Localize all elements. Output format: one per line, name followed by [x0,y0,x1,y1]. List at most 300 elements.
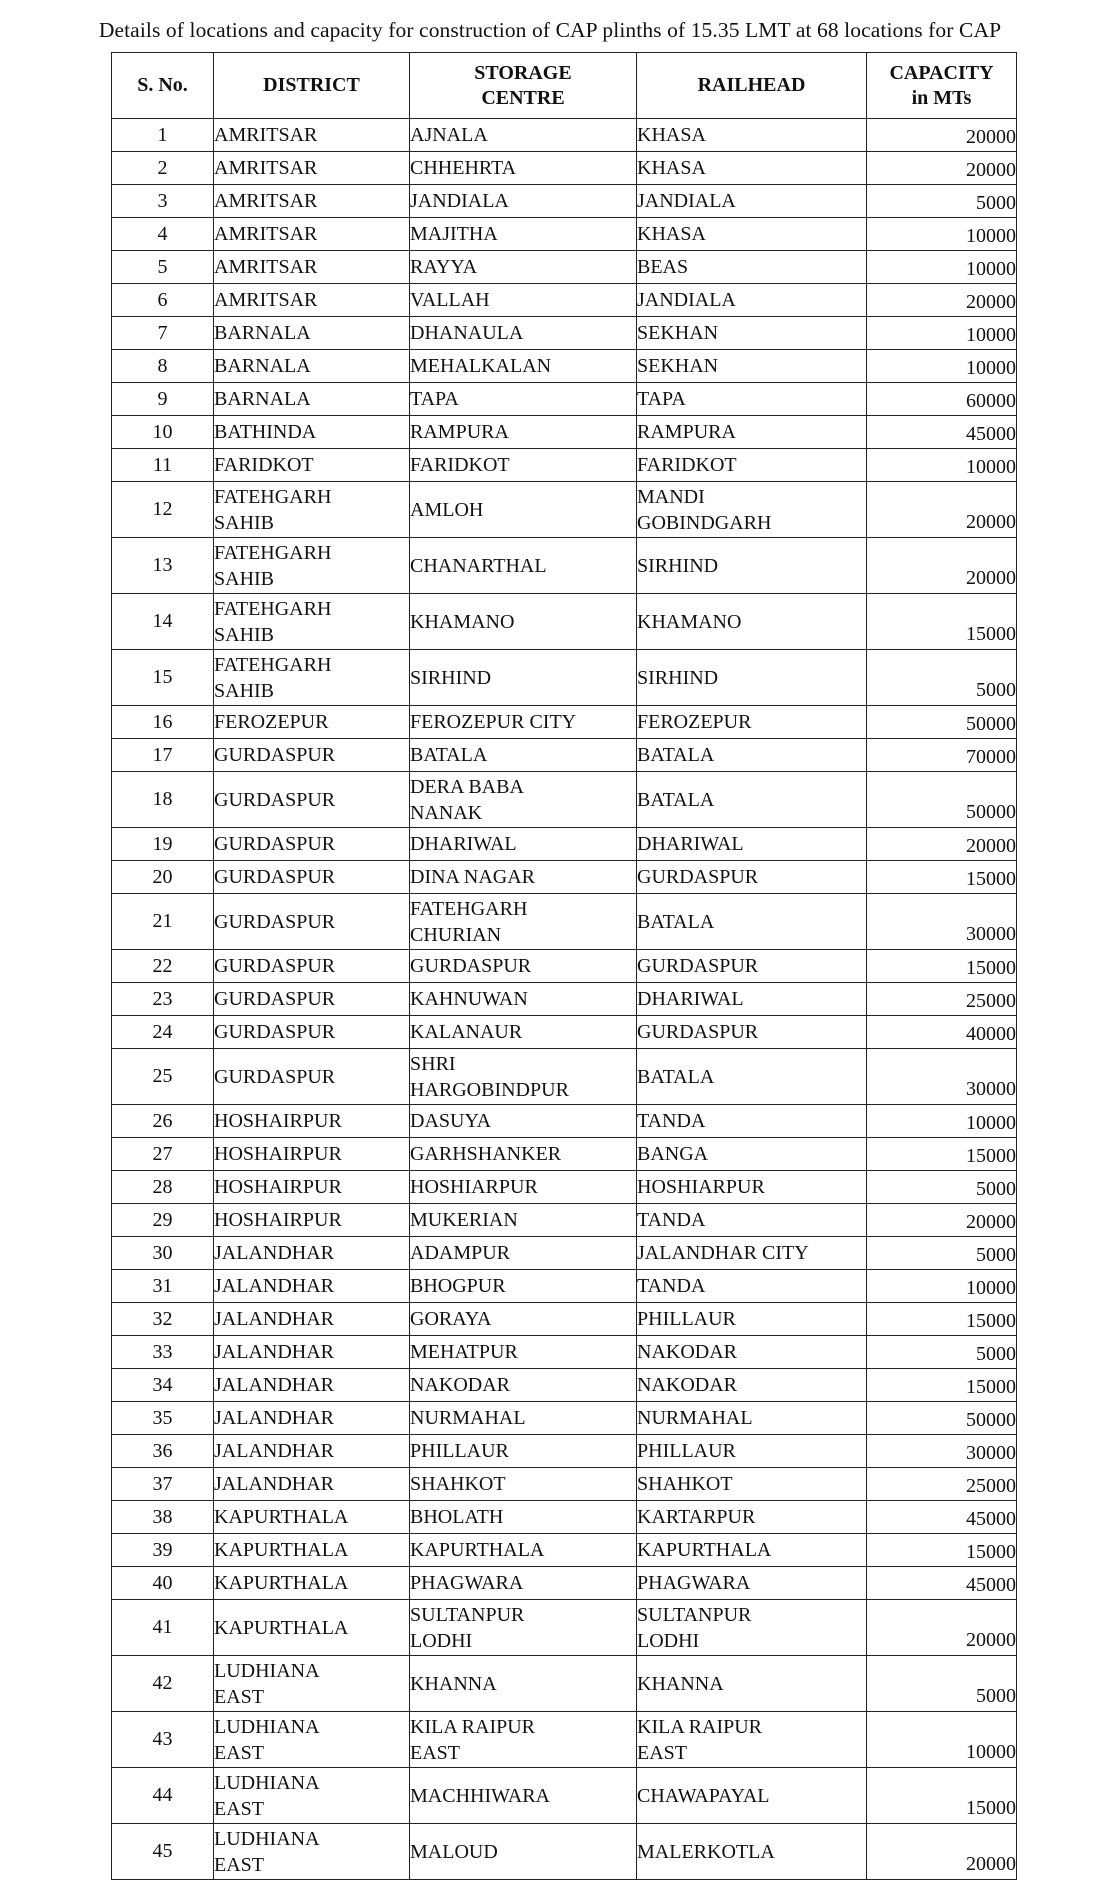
cell-storage-line: MAJITHA [410,222,498,245]
cell-storage [410,119,637,152]
cell-district-line: KAPURTHALA [214,1616,349,1639]
cell-railhead-line: RAMPURA [637,420,736,443]
cell-storage-line: SIRHIND [410,666,492,689]
cell-district-line: FATEHGARH [214,653,332,676]
cell-storage [410,1567,637,1600]
cell-capacity: 15000 [867,1138,1017,1171]
cell-railhead [637,152,867,185]
cell-capacity: 40000 [867,1016,1017,1049]
cell-railhead [637,594,867,650]
table-row [112,1204,1017,1237]
cell-storage [410,861,637,894]
table-row [112,416,1017,449]
cell-railhead [637,284,867,317]
cell-sno: 37 [112,1468,214,1501]
cell-district [214,1402,410,1435]
cell-district [214,1237,410,1270]
cell-capacity: 15000 [867,950,1017,983]
cell-district [214,1138,410,1171]
cell-storage-line: HOSHIARPUR [410,1175,538,1198]
cell-district-line: FEROZEPUR [214,710,329,733]
page-title: Details of locations and capacity for construction of CAP plinths of 15.35 LMT at 68 locations for CAP [98,18,1002,42]
table-row [112,1105,1017,1138]
table-row [112,1049,1017,1105]
cell-capacity: 20000 [867,1824,1017,1880]
cell-storage [410,594,637,650]
cell-storage-line: MEHALKALAN [410,354,552,377]
header-sno: S. No. [112,53,214,119]
header-capacity [867,53,1017,119]
cell-capacity: 20000 [867,1600,1017,1656]
cell-storage-line: GARHSHANKER [410,1142,562,1165]
cell-district-line: JALANDHAR [214,1439,334,1462]
cell-district-line: GURDASPUR [214,954,336,977]
table-row [112,1435,1017,1468]
cell-district [214,1824,410,1880]
table-row [112,1468,1017,1501]
cell-sno: 41 [112,1600,214,1656]
cell-district [214,739,410,772]
cell-sno: 45 [112,1824,214,1880]
cell-railhead-line: KHASA [637,156,706,179]
cell-sno: 12 [112,482,214,538]
cell-district-line: FATEHGARH [214,597,332,620]
cell-storage [410,894,637,950]
cell-district [214,594,410,650]
cell-capacity: 20000 [867,284,1017,317]
cell-district [214,449,410,482]
cell-railhead-line: SEKHAN [637,354,719,377]
cell-district-line: JALANDHAR [214,1274,334,1297]
cell-sno: 36 [112,1435,214,1468]
cell-storage-line: SHRI [410,1052,456,1075]
cell-district-line: GURDASPUR [214,987,336,1010]
cell-capacity: 15000 [867,1534,1017,1567]
cell-storage [410,317,637,350]
cell-sno: 34 [112,1369,214,1402]
header-capacity-line1: CAPACITY [889,61,994,84]
table-row [112,1270,1017,1303]
cell-railhead-line: SIRHIND [637,666,719,689]
header-capacity-line2: in MTs [911,86,972,109]
cell-capacity: 5000 [867,185,1017,218]
cell-railhead-line: KHASA [637,222,706,245]
cell-sno: 18 [112,772,214,828]
cell-storage-line: KHANNA [410,1672,497,1695]
cell-sno: 25 [112,1049,214,1105]
cell-railhead-line: NAKODAR [637,1340,737,1363]
cell-district [214,1468,410,1501]
cell-storage-line: KAPURTHALA [410,1538,545,1561]
cell-district-line: LUDHIANA [214,1715,320,1738]
cell-storage [410,1468,637,1501]
cell-storage [410,650,637,706]
cell-storage-line: BATALA [410,743,488,766]
cell-railhead [637,983,867,1016]
cell-railhead [637,1435,867,1468]
cell-district [214,218,410,251]
cell-storage [410,152,637,185]
cell-sno: 5 [112,251,214,284]
table-row [112,772,1017,828]
cell-railhead-line: FARIDKOT [637,453,737,476]
cell-storage-line: FEROZEPUR CITY [410,710,577,733]
cell-district [214,772,410,828]
cell-storage-line: CHHEHRTA [410,156,517,179]
cell-district-line: AMRITSAR [214,156,318,179]
cell-district-line: JALANDHAR [214,1307,334,1330]
cell-storage [410,1768,637,1824]
cell-district-line: SAHIB [214,679,275,702]
table-row [112,1303,1017,1336]
cell-district-line: GURDASPUR [214,788,336,811]
table-row [112,983,1017,1016]
table-row [112,482,1017,538]
cell-district-line: KAPURTHALA [214,1571,349,1594]
cell-railhead [637,218,867,251]
cell-district [214,1534,410,1567]
cell-capacity: 5000 [867,1171,1017,1204]
cell-capacity: 50000 [867,706,1017,739]
cell-railhead-line: TAPA [637,387,686,410]
cell-sno: 22 [112,950,214,983]
cell-capacity: 15000 [867,861,1017,894]
cell-sno: 44 [112,1768,214,1824]
cell-district [214,861,410,894]
cell-district-line: BARNALA [214,387,311,410]
cell-railhead-line: JANDIALA [637,288,736,311]
cell-district [214,1171,410,1204]
table-row [112,251,1017,284]
cell-storage-line: CHURIAN [410,923,502,946]
cell-district-line: AMRITSAR [214,255,318,278]
cell-district-line: HOSHAIRPUR [214,1175,342,1198]
cell-storage [410,449,637,482]
cell-district [214,119,410,152]
cell-railhead [637,350,867,383]
cell-capacity: 20000 [867,119,1017,152]
cell-district [214,416,410,449]
cell-sno: 4 [112,218,214,251]
table-row [112,449,1017,482]
cell-railhead [637,1402,867,1435]
cell-sno: 15 [112,650,214,706]
table-row [112,350,1017,383]
cell-district-line: JALANDHAR [214,1472,334,1495]
cell-railhead-line: BATALA [637,910,715,933]
cell-storage-line: DINA NAGAR [410,865,535,888]
cell-storage [410,1171,637,1204]
cell-sno: 9 [112,383,214,416]
cell-railhead [637,1768,867,1824]
table-row [112,185,1017,218]
cell-capacity: 5000 [867,1237,1017,1270]
table-row [112,594,1017,650]
cell-railhead-line: LODHI [637,1629,700,1652]
cell-storage [410,1303,637,1336]
cell-sno: 24 [112,1016,214,1049]
cell-railhead-line: FEROZEPUR [637,710,752,733]
cell-storage-line: AJNALA [410,123,488,146]
cell-storage-line: NAKODAR [410,1373,510,1396]
cell-district-line: SAHIB [214,511,275,534]
cell-sno: 35 [112,1402,214,1435]
cell-storage [410,218,637,251]
cell-railhead-line: NURMAHAL [637,1406,753,1429]
cell-storage [410,1049,637,1105]
cell-railhead [637,772,867,828]
header-district: DISTRICT [214,53,410,119]
cell-district-line: GURDASPUR [214,865,336,888]
cell-storage-line: PHILLAUR [410,1439,509,1462]
cell-railhead-line: MALERKOTLA [637,1840,775,1863]
cell-storage-line: MUKERIAN [410,1208,518,1231]
table-row [112,1237,1017,1270]
cell-storage [410,772,637,828]
table-row [112,152,1017,185]
cell-railhead-line: SEKHAN [637,321,719,344]
cell-district [214,1768,410,1824]
cell-railhead-line: KAPURTHALA [637,1538,772,1561]
cell-sno: 39 [112,1534,214,1567]
cell-capacity: 20000 [867,1204,1017,1237]
cell-capacity: 10000 [867,1712,1017,1768]
cell-capacity: 20000 [867,538,1017,594]
cell-storage [410,482,637,538]
cell-railhead [637,1171,867,1204]
cell-railhead [637,1534,867,1567]
cell-storage-line: KILA RAIPUR [410,1715,536,1738]
table-row [112,1171,1017,1204]
cell-railhead [637,1138,867,1171]
cell-railhead [637,861,867,894]
cell-district-line: BARNALA [214,354,311,377]
cell-storage [410,1336,637,1369]
cell-district [214,1600,410,1656]
cell-storage [410,284,637,317]
cell-railhead [637,706,867,739]
cell-railhead [637,1824,867,1880]
cell-railhead [637,538,867,594]
cell-district-line: HOSHAIRPUR [214,1208,342,1231]
cell-railhead-line: HOSHIARPUR [637,1175,765,1198]
cell-storage-line: KAHNUWAN [410,987,528,1010]
cell-district-line: KAPURTHALA [214,1538,349,1561]
cell-capacity: 20000 [867,152,1017,185]
header-storage-line2: CENTRE [481,86,565,109]
cell-capacity: 25000 [867,983,1017,1016]
cell-railhead [637,1501,867,1534]
cell-district [214,538,410,594]
cell-district [214,383,410,416]
cell-sno: 38 [112,1501,214,1534]
cell-district-line: SAHIB [214,567,275,590]
cell-railhead [637,1204,867,1237]
cell-storage [410,1656,637,1712]
cell-storage-line: ADAMPUR [410,1241,511,1264]
cell-railhead [637,1656,867,1712]
cell-railhead [637,1567,867,1600]
cell-district [214,828,410,861]
cell-storage-line: MEHATPUR [410,1340,518,1363]
cell-district [214,1656,410,1712]
cell-railhead [637,383,867,416]
cell-district [214,1336,410,1369]
cell-capacity: 5000 [867,650,1017,706]
cell-capacity: 50000 [867,1402,1017,1435]
cell-district-line: JALANDHAR [214,1373,334,1396]
cell-railhead-line: CHAWAPAYAL [637,1784,770,1807]
cell-railhead-line: TANDA [637,1208,706,1231]
cell-sno: 23 [112,983,214,1016]
cell-railhead-line: BEAS [637,255,689,278]
cell-sno: 29 [112,1204,214,1237]
cell-capacity: 15000 [867,1303,1017,1336]
cell-storage-line: AMLOH [410,498,484,521]
cell-district-line: GURDASPUR [214,1020,336,1043]
cell-storage [410,1501,637,1534]
cell-sno: 14 [112,594,214,650]
cell-railhead [637,650,867,706]
cell-storage-line: MACHHIWARA [410,1784,550,1807]
cell-capacity: 30000 [867,894,1017,950]
table-row [112,1402,1017,1435]
cell-railhead-line: KHANNA [637,1672,724,1695]
cell-capacity: 10000 [867,449,1017,482]
cell-storage-line: KHAMANO [410,610,515,633]
cell-railhead-line: KILA RAIPUR [637,1715,763,1738]
cell-district-line: GURDASPUR [214,832,336,855]
cell-district [214,1105,410,1138]
cell-railhead-line: JANDIALA [637,189,736,212]
cell-sno: 28 [112,1171,214,1204]
table-row [112,739,1017,772]
cell-railhead [637,739,867,772]
cell-storage [410,350,637,383]
cell-sno: 13 [112,538,214,594]
cell-railhead-line: PHILLAUR [637,1439,736,1462]
cell-capacity: 30000 [867,1435,1017,1468]
cell-storage-line: NURMAHAL [410,1406,526,1429]
cell-district [214,983,410,1016]
table-row [112,1016,1017,1049]
cell-railhead-line: TANDA [637,1109,706,1132]
cell-sno: 43 [112,1712,214,1768]
cell-storage-line: JANDIALA [410,189,509,212]
cell-district [214,350,410,383]
cell-railhead [637,1336,867,1369]
cell-storage [410,1105,637,1138]
cell-sno: 30 [112,1237,214,1270]
cell-railhead [637,251,867,284]
cell-district-line: LUDHIANA [214,1659,320,1682]
cell-railhead [637,416,867,449]
cell-district-line: JALANDHAR [214,1340,334,1363]
cell-district [214,284,410,317]
cell-storage-line: MALOUD [410,1840,498,1863]
cell-storage-line: FATEHGARH [410,897,528,920]
cell-district [214,251,410,284]
cell-district-line: JALANDHAR [214,1406,334,1429]
cell-district-line: GURDASPUR [214,1065,336,1088]
cell-sno: 8 [112,350,214,383]
cell-storage-line: GURDASPUR [410,954,532,977]
cell-district-line: EAST [214,1685,264,1708]
cell-capacity: 20000 [867,828,1017,861]
cell-capacity: 50000 [867,772,1017,828]
cell-railhead [637,449,867,482]
table-row [112,950,1017,983]
cell-railhead [637,1712,867,1768]
cell-storage-line: KALANAUR [410,1020,523,1043]
cell-railhead [637,1600,867,1656]
cell-capacity: 30000 [867,1049,1017,1105]
cell-railhead [637,1303,867,1336]
table-row [112,1824,1017,1880]
cell-storage [410,828,637,861]
cell-district-line: FATEHGARH [214,485,332,508]
cell-railhead-line: GOBINDGARH [637,511,772,534]
cell-storage [410,538,637,594]
table-row [112,861,1017,894]
header-storage-line1: STORAGE [474,61,572,84]
cell-sno: 40 [112,1567,214,1600]
cell-railhead [637,119,867,152]
cell-railhead-line: PHAGWARA [637,1571,751,1594]
cell-storage [410,251,637,284]
cell-district-line: KAPURTHALA [214,1505,349,1528]
cell-district-line: AMRITSAR [214,288,318,311]
cell-railhead [637,1237,867,1270]
cell-capacity: 15000 [867,1768,1017,1824]
cell-sno: 10 [112,416,214,449]
cell-storage [410,1824,637,1880]
cell-railhead-line: GURDASPUR [637,865,759,888]
cell-sno: 7 [112,317,214,350]
cell-capacity: 15000 [867,1369,1017,1402]
cell-district-line: AMRITSAR [214,123,318,146]
cell-railhead-line: JALANDHAR CITY [637,1241,809,1264]
cell-capacity: 5000 [867,1656,1017,1712]
header-railhead: RAILHEAD [637,53,867,119]
header-row [112,53,1017,119]
cell-storage [410,185,637,218]
table-row [112,1567,1017,1600]
cell-railhead [637,317,867,350]
cell-storage [410,1435,637,1468]
cell-storage [410,1270,637,1303]
table-row [112,284,1017,317]
cell-railhead-line: BATALA [637,788,715,811]
cell-district [214,1435,410,1468]
cell-storage-line: EAST [410,1741,460,1764]
cell-capacity: 10000 [867,1105,1017,1138]
cell-storage [410,1237,637,1270]
cell-railhead-line: SIRHIND [637,554,719,577]
cell-district [214,1501,410,1534]
cell-district [214,1016,410,1049]
header-storage-centre [410,53,637,119]
cell-district-line: FATEHGARH [214,541,332,564]
cell-sno: 1 [112,119,214,152]
cell-storage-line: VALLAH [410,288,490,311]
cell-district [214,894,410,950]
cell-railhead [637,1049,867,1105]
cell-sno: 42 [112,1656,214,1712]
cell-district [214,650,410,706]
cell-capacity: 15000 [867,594,1017,650]
cell-storage [410,1138,637,1171]
